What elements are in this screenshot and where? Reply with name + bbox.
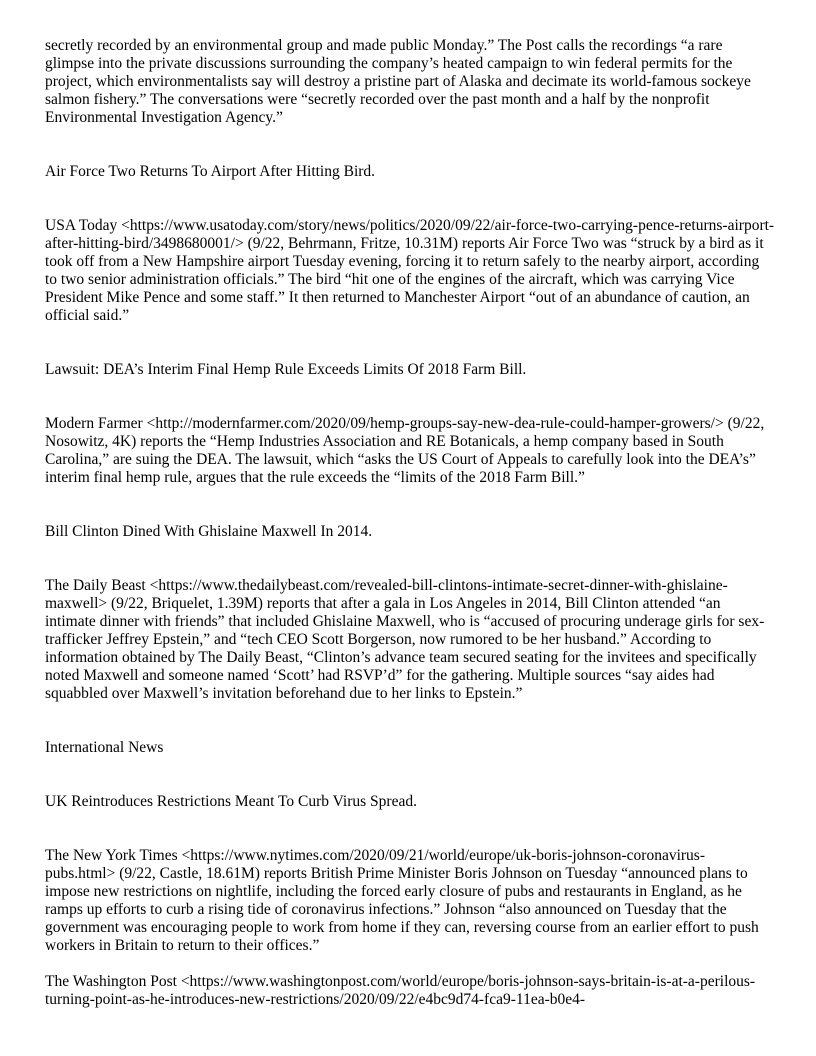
- paragraph-daily-beast: The Daily Beast <https://www.thedailybeast.com/revealed-bill-clintons-intimate-secret-dinner-with-ghislaine-maxwell> (9/22, Briquelet, 1.39M) reports that after a gala in Los Angeles in 2014, Bill Clinton attended “an intimate dinner with friends” that included Ghislaine Maxwell, who is “accused of procuring underage girls for sex-trafficker Jeffrey Epstein,” and “tech CEO Scott Borgerson, now rumored to be her husband.” According to information obtained by The Daily Beast, “Clinton’s advance team secured seating for the invitees and specifically noted Maxwell and someone named ‘Scott’ had RSVP’d” for the gathering. Multiple sources “say aides had squabbled over Maxwell’s invitation beforehand due to her links to Epstein.”: [45, 577, 765, 702]
- paragraph-new-york-times: The New York Times <https://www.nytimes.com/2020/09/21/world/europe/uk-boris-johnson-coronavirus-pubs.html> (9/22, Castle, 18.61M) reports British Prime Minister Boris Johnson on Tuesday “announced plans to impose new restrictions on nightlife, including the forced early closure of pubs and restaurants in England, as he ramps up efforts to curb a rising tide of coronavirus infections.” Johnson “also announced on Tuesday that the government was encouraging people to work from home if they can, reversing course from an earlier effort to push workers in Britain to return to their offices.”: [45, 847, 759, 954]
- paragraph-modern-farmer: Modern Farmer <http://modernfarmer.com/2020/09/hemp-groups-say-new-dea-rule-could-hamper-growers/> (9/22, Nosowitz, 4K) reports the “Hemp Industries Association and RE Botanicals, a hemp company based in South Carolina,” are suing the DEA. The lawsuit, which “asks the US Court of Appeals to carefully look into the DEA’s” interim final hemp rule, argues that the rule exceeds the “limits of the 2018 Farm Bill.”: [45, 415, 765, 486]
- paragraph-pebble-mine-recordings: secretly recorded by an environmental group and made public Monday.” The Post calls the recordings “a rare glimpse into the private discussions surrounding the company’s heated campaign to win federal permits for the project, which environmentalists say will destroy a pristine part of Alaska and decimate its world-famous sockeye salmon fishery.” The conversations were “secretly recorded over the past month and a half by the nonprofit Environmental Investigation Agency.”: [45, 37, 751, 126]
- paragraph-washington-post: The Washington Post <https://www.washingtonpost.com/world/europe/boris-johnson-says-britain-is-at-a-perilous-turning-point-as-he-introduces-new-restrictions/2020/09/22/e4bc9d74-fca9-11ea-b0e4-: [45, 973, 756, 1008]
- section-heading-international-news: International News: [45, 739, 164, 756]
- headline-uk-restrictions: UK Reintroduces Restrictions Meant To Curb Virus Spread.: [45, 793, 417, 810]
- document-page: [45, 37, 775, 1009]
- headline-bill-clinton-maxwell: Bill Clinton Dined With Ghislaine Maxwell In 2014.: [45, 523, 373, 540]
- paragraph-usa-today: USA Today <https://www.usatoday.com/story/news/politics/2020/09/22/air-force-two-carrying-pence-returns-airport-after-hitting-bird/3498680001/> (9/22, Behrmann, Fritze, 10.31M) reports Air Force Two was “struck by a bird as it took off from a New Hampshire airport Tuesday evening, forcing it to return safely to the nearby airport, according to two senior administration officials.” The bird “hit one of the engines of the aircraft, which was carrying Vice President Mike Pence and some staff.” It then returned to Manchester Airport “out of an abundance of caution, an official said.”: [45, 217, 775, 324]
- headline-air-force-two: Air Force Two Returns To Airport After Hitting Bird.: [45, 163, 376, 180]
- headline-dea-hemp-rule: Lawsuit: DEA’s Interim Final Hemp Rule Exceeds Limits Of 2018 Farm Bill.: [45, 361, 527, 378]
